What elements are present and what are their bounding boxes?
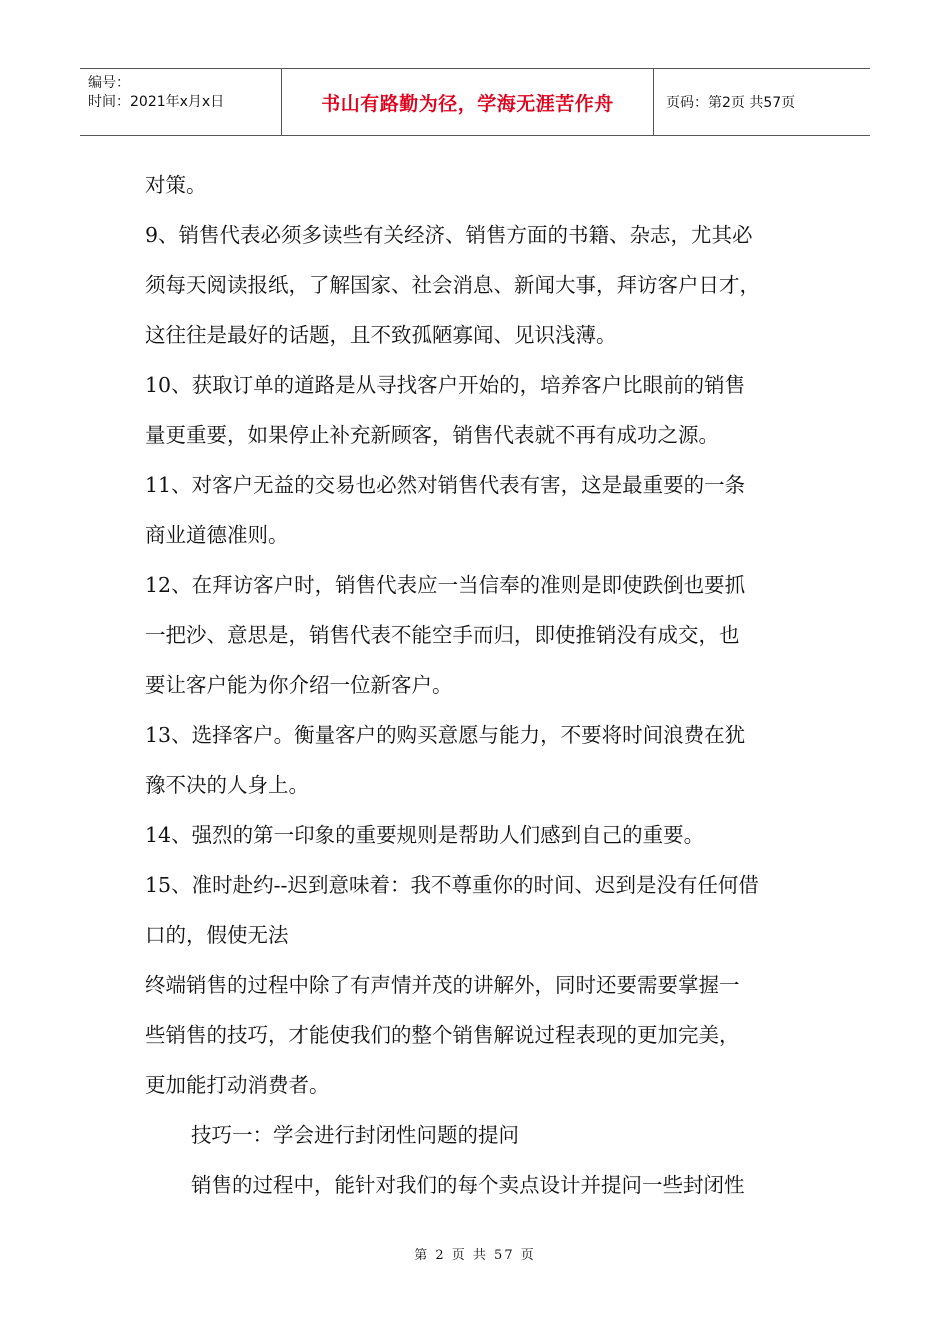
body-line: 须每天阅读报纸，了解国家、社会消息、新闻大事，拜访客户日才， (145, 273, 760, 297)
body-line: 要让客户能为你介绍一位新客户。 (145, 673, 453, 697)
body-line: 10、获取订单的道路是从寻找客户开始的，培养客户比眼前的销售 (145, 373, 746, 397)
body-line: 9、销售代表必须多读些有关经济、销售方面的书籍、杂志，尤其必 (145, 223, 753, 247)
document-body (145, 160, 810, 1210)
body-line: 销售的过程中，能针对我们的每个卖点设计并提问一些封闭性 (191, 1173, 745, 1197)
document-number-label: 编号： (88, 75, 130, 91)
body-line: 对策。 (145, 173, 207, 197)
body-line: 一把沙、意思是，销售代表不能空手而归，即使推销没有成交，也 (145, 623, 740, 647)
body-line: 11、对客户无益的交易也必然对销售代表有害，这是最重要的一条 (145, 473, 746, 497)
page-header (80, 68, 870, 136)
body-line: 12、在拜访客户时，销售代表应一当信奉的准则是即使跌倒也要抓 (145, 573, 746, 597)
body-line: 14、强烈的第一印象的重要规则是帮助人们感到自己的重要。 (145, 823, 705, 847)
document-date-label: 时间：2021年x月x日 (88, 94, 225, 110)
body-line: 商业道德准则。 (145, 523, 289, 547)
header-page-info: 页码：第2页 共57页 (666, 95, 796, 111)
body-line: 口的，假使无法 (145, 923, 289, 947)
body-line: 13、选择客户。衡量客户的购买意愿与能力，不要将时间浪费在犹 (145, 723, 746, 747)
body-line: 量更重要，如果停止补充新顾客，销售代表就不再有成功之源。 (145, 423, 719, 447)
body-line: 终端销售的过程中除了有声情并茂的讲解外，同时还要需要掌握一 (145, 973, 740, 997)
body-line: 这往往是最好的话题，且不致孤陋寡闻、见识浅薄。 (145, 323, 617, 347)
header-motto: 书山有路勤为径，学海无涯苦作舟 (282, 69, 654, 135)
section-heading: 技巧一：学会进行封闭性问题的提问 (191, 1123, 519, 1147)
body-line: 更加能打动消费者。 (145, 1073, 330, 1097)
page-footer: 第 2 页 共 57 页 (414, 1248, 536, 1263)
body-line: 些销售的技巧，才能使我们的整个销售解说过程表现的更加完美， (145, 1023, 740, 1047)
body-line: 豫不决的人身上。 (145, 773, 309, 797)
header-info-cell (80, 69, 282, 135)
body-line: 15、准时赴约--迟到意味着：我不尊重你的时间、迟到是没有任何借 (145, 873, 759, 897)
